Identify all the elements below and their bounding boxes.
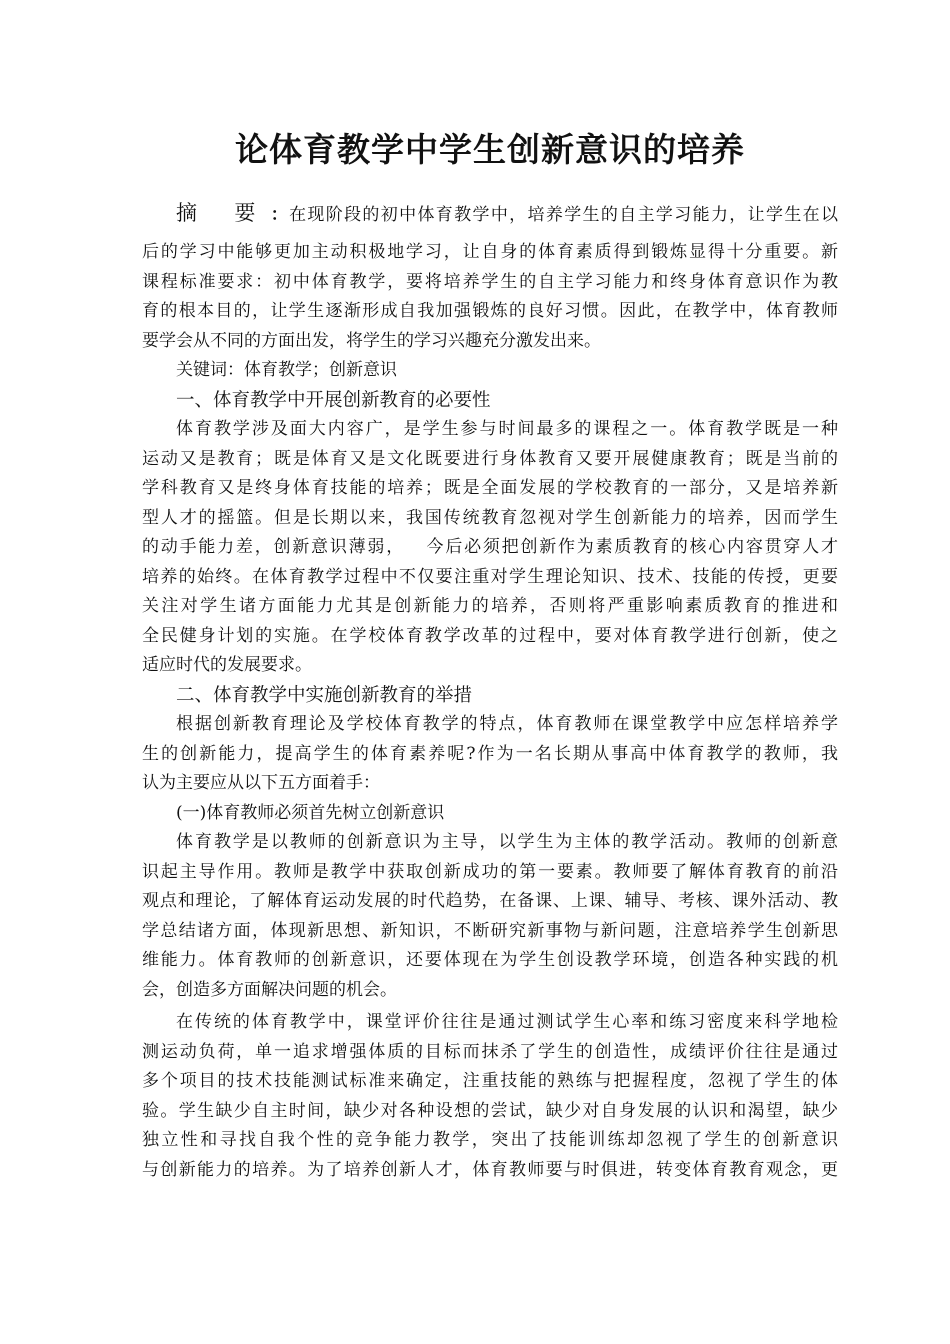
keywords: 关键词：体育教学；创新意识: [176, 360, 397, 380]
subsection-heading: (一)体育教师必须首先树立创新意识: [176, 802, 445, 823]
paragraph-line: 型人才的摇篮。但是长期以来，我国传统教育忽视对学生创新能力的培养，因而学生: [142, 507, 838, 528]
abstract-line: 要学会从不同的方面出发，将学生的学习兴趣充分激发出来。: [142, 330, 601, 351]
section-heading-2: 二、体育教学中实施创新教育的举措: [176, 684, 473, 706]
paragraph-line: 与创新能力的培养。为了培养创新人才，体育教师要与时俱进，转变体育教育观念，更: [142, 1159, 838, 1180]
paragraph-line: 全民健身计划的实施。在学校体育教学改革的过程中，要对体育教学进行创新，使之: [142, 625, 838, 646]
abstract-colon: ：: [270, 205, 290, 225]
paragraph-line: 识起主导作用。教师是教学中获取创新成功的第一要素。教师要了解体育教育的前沿: [142, 861, 838, 882]
paragraph-line: 生的创新能力，提高学生的体育素养呢?作为一名长期从事高中体育教学的教师，我: [142, 743, 838, 764]
paragraph-line: 适应时代的发展要求。: [142, 655, 312, 675]
paragraph-line: 维能力。体育教师的创新意识，还要体现在为学生创设教学环境，创造各种实践的机: [142, 950, 838, 970]
paragraph-line: 观点和理论，了解体育运动发展的时代趋势，在备课、上课、辅导、考核、课外活动、教: [142, 891, 838, 911]
paragraph-line: 体育教学涉及面大内容广，是学生参与时间最多的课程之一。体育教学既是一种: [176, 419, 838, 439]
document-body: [142, 196, 838, 1185]
abstract-line: 课程标准要求：初中体育教学，要将培养学生的自主学习能力和终身体育意识作为教: [142, 271, 838, 292]
paragraph-line: 的动手能力差，创新意识薄弱， 今后必须把创新作为素质教育的核心内容贯穿人才: [142, 537, 838, 557]
paragraph-line: 独立性和寻找自我个性的竞争能力教学，突出了技能训练却忽视了学生的创新意识: [142, 1130, 838, 1150]
abstract-line: 育的根本目的，让学生逐渐形成自我加强锻炼的良好习惯。因此，在教学中，体育教师: [142, 301, 838, 321]
paragraph-line: 多个项目的技术技能测试标准来确定，注重技能的熟练与把握程度，忽视了学生的体: [142, 1071, 838, 1091]
paragraph-line: 学总结诸方面，体现新思想、新知识，不断研究新事物与新问题，注意培养学生创新思: [142, 920, 838, 941]
abstract-line: [142, 196, 838, 230]
paragraph-line: 根据创新教育理论及学校体育教学的特点，体育教师在课堂教学中应怎样培养学: [176, 714, 838, 734]
paragraph-line: 认为主要应从以下五方面着手：: [142, 773, 380, 793]
paragraph-line: 运动又是教育；既是体育又是文化既要进行身体教育又要开展健康教育；既是当前的: [142, 448, 838, 469]
abstract-text: 在现阶段的初中体育教学中，培养学生的自主学习能力，让学生在以: [289, 205, 838, 225]
paragraph-line: 学科教育又是终身体育技能的培养；既是全面发展的学校教育的一部分，又是培养新: [142, 478, 838, 498]
abstract-label: 摘 要: [176, 201, 271, 225]
paragraph-line: 体育教学是以教师的创新意识为主导，以学生为主体的教学活动。教师的创新意: [176, 832, 838, 852]
abstract-line: 后的学习中能够更加主动积极地学习，让自身的体育素质得到锻炼显得十分重要。新: [142, 242, 838, 262]
paragraph-line: 测运动负荷，单一追求增强体质的目标而抹杀了学生的创造性，成绩评价往往是通过: [142, 1041, 838, 1062]
paragraph-line: 培养的始终。在体育教学过程中不仅要注重对学生理论知识、技术、技能的传授，更要: [142, 566, 838, 587]
page-title: 论体育教学中学生创新意识的培养: [235, 130, 745, 169]
paragraph-line: 在传统的体育教学中，课堂评价往往是通过测试学生心率和练习密度来科学地检: [176, 1012, 838, 1032]
paragraph-line: 会，创造多方面解决问题的机会。: [142, 979, 397, 1000]
paragraph-line: 关注对学生诸方面能力尤其是创新能力的培养，否则将严重影响素质教育的推进和: [142, 596, 838, 616]
section-heading-1: 一、体育教学中开展创新教育的必要性: [176, 389, 491, 411]
paragraph-line: 验。学生缺少自主时间，缺少对各种设想的尝试，缺少对自身发展的认识和渴望，缺少: [142, 1100, 838, 1121]
